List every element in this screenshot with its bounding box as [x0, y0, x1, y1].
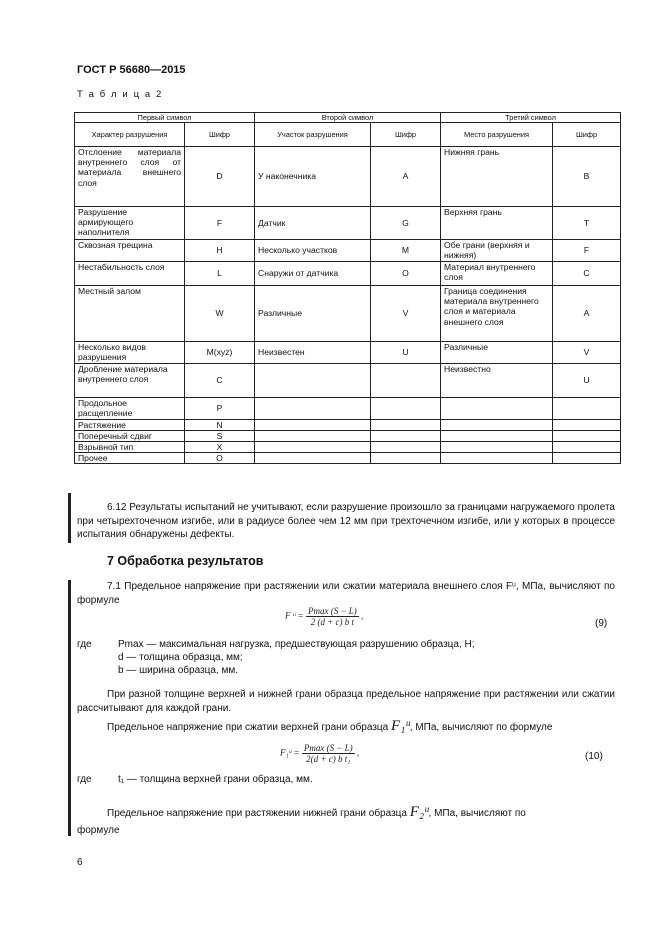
- table-cell: [553, 453, 621, 464]
- table-cell: U: [371, 342, 441, 364]
- table-cell: U: [553, 364, 621, 398]
- table-cell: T: [553, 207, 621, 240]
- formula-10: F₁ᵘ = $\frac{Pmax (S - L)}{\text{2(d + c) b t₁}}$ ,: [280, 743, 360, 764]
- table-cell: Продольное расщепление: [75, 398, 185, 420]
- table-cell: M: [371, 240, 441, 262]
- formula-9: F ᵘ = $\frac{Pmax (S - L)}{\text{2 (d + c) b t}}$ ,: [285, 606, 364, 627]
- table-row: [75, 364, 621, 398]
- table-row: [75, 398, 621, 420]
- table-cell: Несколько участков: [255, 240, 371, 262]
- table-cell: Граница соединения материала внутреннего слоя и материала внешнего слоя: [441, 286, 553, 342]
- table-cell: C: [185, 364, 255, 398]
- table-cell: Взрывной тип: [75, 442, 185, 453]
- where-label: где: [77, 639, 92, 650]
- table-cell: Нестабильность слоя: [75, 262, 185, 286]
- group-header-second: Второй символ: [255, 113, 441, 123]
- formula-denominator: 2 (d + c) b t: [310, 617, 355, 627]
- table-cell: [441, 398, 553, 420]
- table-cell: Местный залом: [75, 286, 185, 342]
- table-cell: G: [371, 207, 441, 240]
- table-cell: M(xyz): [185, 342, 255, 364]
- col-header: Шифр: [185, 123, 255, 147]
- table-cell: Различные: [441, 342, 553, 364]
- table-cell: H: [185, 240, 255, 262]
- document-header: ГОСТ Р 56680—2015: [77, 64, 186, 76]
- table-2: [74, 112, 621, 464]
- table-cell: [371, 364, 441, 398]
- col-header: Место разрушения: [441, 123, 553, 147]
- table-cell: [553, 420, 621, 431]
- col-header: Шифр: [371, 123, 441, 147]
- where-item-pmax: Pmax — максимальная нагрузка, предшествующая разрушению образца, Н;: [118, 639, 475, 650]
- table-cell: Различные: [255, 286, 371, 342]
- table-cell: Верхняя грань: [441, 207, 553, 240]
- table-cell: Материал внутреннего слоя: [441, 262, 553, 286]
- table-cell: Поперечный сдвиг: [75, 431, 185, 442]
- symbol-f2u: F₂ᵘ: [409, 804, 429, 820]
- paragraph-7-1: 7.1 Предельное напряжение при растяжении или сжатии материала внешнего слоя Fᵘ, МПа, вычисляют по формуле: [77, 581, 615, 606]
- table-cell: F: [185, 207, 255, 240]
- table-row: [75, 420, 621, 431]
- group-header-first: Первый символ: [75, 113, 255, 123]
- table-cell: V: [371, 286, 441, 342]
- col-header: Шифр: [553, 123, 621, 147]
- table-cell: [371, 453, 441, 464]
- table-cell: Отслоение материала внутреннего слоя от материала внешнего слоя: [75, 147, 185, 207]
- table-cell: Датчик: [255, 207, 371, 240]
- table-row: [75, 431, 621, 442]
- table-cell: [255, 398, 371, 420]
- formula-fraction: [306, 606, 359, 627]
- paragraph-lower-face: Предельное напряжение при растяжении нижней грани образца F₂ᵘ, МПа, вычисляют по: [107, 804, 526, 820]
- table-cell: Дробление материала внутреннего слоя: [75, 364, 185, 398]
- table-cell: N: [185, 420, 255, 431]
- table-cell: [255, 453, 371, 464]
- equation-number-9: (9): [595, 618, 608, 629]
- table-cell: Прочее: [75, 453, 185, 464]
- table-cell: Обе грани (верхняя и нижняя): [441, 240, 553, 262]
- col-header: Участок разрушения: [255, 123, 371, 147]
- where-item-d: d — толщина образца, мм;: [118, 652, 243, 663]
- change-bar: [68, 493, 71, 543]
- table-row: [75, 442, 621, 453]
- table-cell: F: [553, 240, 621, 262]
- table-cell: Сквозная трещина: [75, 240, 185, 262]
- table-cell: O: [185, 453, 255, 464]
- table-cell: D: [185, 147, 255, 207]
- formula-denominator: 2(d + c) b t₁: [306, 754, 351, 764]
- paragraph-6-12: 6.12 Результаты испытаний не учитывают, если разрушение произошло за границами нагружаемого пролета при четырехточечном изгибе, или в радиусе более чем 12 мм при трехточечном изгибе, или у которых в процессе испытания обнаружены дефекты.: [77, 502, 615, 540]
- table-cell: Разрушение армирующего наполнителя: [75, 207, 185, 240]
- table-cell: P: [185, 398, 255, 420]
- where-label: где: [77, 774, 92, 785]
- where-item-b: b — ширина образца, мм.: [118, 665, 238, 676]
- table-cell: [553, 431, 621, 442]
- paragraph-upper-face: Предельное напряжение при сжатии верхней грани образца F₁ᵘ, МПа, вычисляют по формуле: [107, 718, 553, 734]
- table-cell: A: [553, 286, 621, 342]
- table-cell: Растяжение: [75, 420, 185, 431]
- table-caption: Т а б л и ц а 2: [77, 89, 163, 100]
- table-cell: [255, 364, 371, 398]
- table-cell: A: [371, 147, 441, 207]
- col-header: Характер разрушения: [75, 123, 185, 147]
- table-cell: [553, 442, 621, 453]
- section-heading-7: 7 Обработка результатов: [107, 554, 264, 568]
- where-item-t1: t₁ — толщина верхней грани образца, мм.: [118, 774, 313, 785]
- table-row: [75, 207, 621, 240]
- table-cell: [255, 431, 371, 442]
- table-cell: [255, 420, 371, 431]
- table-cell: [371, 431, 441, 442]
- table-cell: C: [553, 262, 621, 286]
- table-cell: Нижняя грань: [441, 147, 553, 207]
- table-cell: W: [185, 286, 255, 342]
- table-row: [75, 262, 621, 286]
- table-cell: [371, 420, 441, 431]
- table-cell: B: [553, 147, 621, 207]
- table-cell: У наконечника: [255, 147, 371, 207]
- table-row: [75, 286, 621, 342]
- formula-numerator: Pmax (S − L): [307, 606, 357, 616]
- table-cell: X: [185, 442, 255, 453]
- where-list: [118, 638, 475, 677]
- table-body: [75, 113, 621, 464]
- table-row: [75, 240, 621, 262]
- table-cell: Снаружи от датчика: [255, 262, 371, 286]
- table-cell: Неизвестно: [441, 364, 553, 398]
- symbol-f1u: F₁ᵘ: [390, 718, 410, 734]
- formula-numerator: Pmax (S − L): [303, 743, 353, 753]
- table-cell: [255, 442, 371, 453]
- formula-lhs: F ᵘ =: [285, 610, 304, 621]
- table-row: [75, 147, 621, 207]
- table-cell: V: [553, 342, 621, 364]
- table-cell: L: [185, 262, 255, 286]
- page-number: 6: [77, 857, 83, 868]
- table-cell: O: [371, 262, 441, 286]
- table-cell: Неизвестен: [255, 342, 371, 364]
- equation-number-10: (10): [585, 751, 603, 762]
- table-cell: S: [185, 431, 255, 442]
- table-row: [75, 453, 621, 464]
- group-header-third: Третий символ: [441, 113, 621, 123]
- table-row: [75, 342, 621, 364]
- table-cell: [553, 398, 621, 420]
- formula-fraction: [302, 743, 355, 764]
- paragraph-different-thickness: При разной толщине верхней и нижней грани образца предельное напряжение при растяжении или сжатии рассчитывают для каждой грани.: [77, 689, 615, 714]
- formula-lhs: F₁ᵘ =: [280, 747, 300, 758]
- paragraph-lower-face-end: формуле: [77, 825, 120, 836]
- table-cell: [371, 442, 441, 453]
- table-cell: [371, 398, 441, 420]
- table-cell: [441, 431, 553, 442]
- table-cell: [441, 420, 553, 431]
- table-cell: [441, 442, 553, 453]
- table-cell: Несколько видов разрушения: [75, 342, 185, 364]
- change-bar: [68, 580, 71, 836]
- table-cell: [441, 453, 553, 464]
